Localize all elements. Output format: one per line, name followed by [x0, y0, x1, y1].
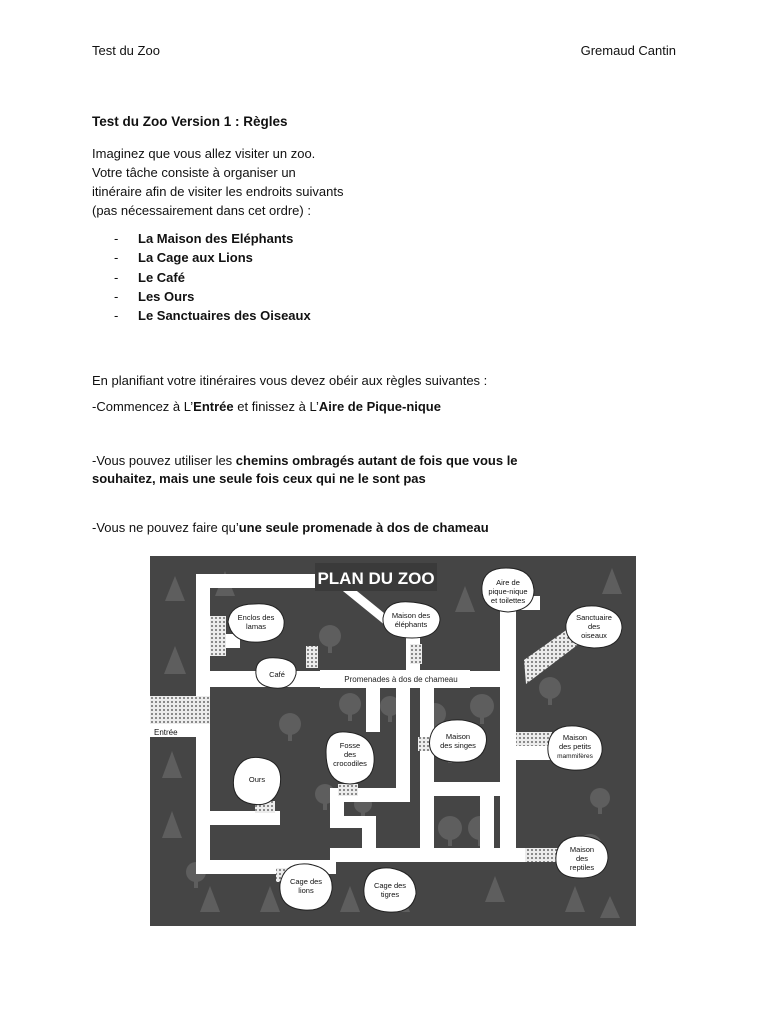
birds-label: des — [587, 622, 601, 631]
monkeys-label: des singes — [440, 741, 476, 750]
rule-3 — [92, 519, 489, 537]
places-list — [92, 229, 311, 325]
list-item: - Les Ours — [114, 288, 195, 304]
rule-emphasis: une seule promenade à dos de chameau — [238, 520, 489, 535]
intro-line: Imaginez que vous allez visiter un zoo. — [92, 146, 316, 161]
small-mammals-label: mammifères — [557, 753, 593, 760]
rule-emphasis: Aire de Pique-nique — [318, 399, 441, 414]
small-mammals-label: Maison — [562, 733, 588, 742]
list-item: - La Cage aux Lions — [114, 250, 253, 266]
intro-line: itinéraire afin de visiter les endroits suivants — [92, 184, 344, 199]
lions-label: Cage des — [289, 877, 323, 886]
rule-1 — [92, 398, 441, 416]
reptiles-label: reptiles — [569, 863, 595, 872]
page-title: Test du Zoo Version 1 : Règles — [92, 114, 288, 129]
header-left: Test du Zoo — [92, 43, 160, 58]
place-label: La Maison des Eléphants — [138, 231, 294, 246]
place-label: Le Café — [138, 269, 185, 285]
rule-text: -Commencez à L’ — [92, 399, 194, 414]
crocodiles-label: Fosse — [339, 741, 361, 750]
picnic-label: et toilettes — [490, 596, 526, 605]
intro-line: (pas nécessairement dans cet ordre) : — [92, 203, 311, 218]
rule-emphasis: Entrée — [193, 399, 234, 414]
birds-label: oiseaux — [581, 631, 607, 640]
picnic-label: Aire de — [496, 578, 520, 587]
rule-text: -Vous ne pouvez faire qu’ — [92, 520, 239, 535]
rule-text: et finissez à L’ — [233, 399, 319, 414]
rules-intro: En planifiant votre itinéraires vous devez obéir aux règles suivantes : — [92, 373, 488, 388]
crocodiles-label: des — [343, 750, 357, 759]
camel-route-label: Promenades à dos de chameau — [344, 675, 458, 684]
small-mammals-label: des petits — [558, 742, 592, 751]
list-item: - La Maison des Eléphants — [114, 231, 294, 246]
header-right: Gremaud Cantin — [580, 43, 676, 58]
bears-label: Ours — [248, 775, 266, 784]
picnic-label: pique-nique — [488, 587, 528, 596]
cafe-label: Café — [269, 670, 285, 679]
llamas-label: Enclos des — [237, 613, 275, 622]
elephants-label: éléphants — [394, 620, 428, 629]
crocodiles-label: crocodiles — [333, 759, 367, 768]
tigers-label: Cage des — [373, 881, 407, 890]
reptiles-label: des — [575, 854, 589, 863]
list-item: - Le Café — [114, 269, 185, 285]
list-item: - Le Sanctuaires des Oiseaux — [114, 308, 311, 324]
zoo-map — [150, 556, 636, 926]
birds-label: Sanctuaire — [576, 613, 612, 622]
intro-line: Votre tâche consiste à organiser un — [92, 165, 296, 180]
entrance-label: Entrée — [154, 728, 178, 737]
rule-emphasis: chemins ombragés autant de fois que vous le — [235, 453, 518, 468]
llamas-label: lamas — [245, 622, 267, 631]
lions-label: lions — [298, 886, 314, 895]
rule-2 — [92, 452, 518, 488]
rule-emphasis: souhaitez, mais une seule fois ceux qui ne le sont pas — [92, 471, 426, 486]
place-label: Les Ours — [138, 288, 195, 304]
place-label: Le Sanctuaires des Oiseaux — [138, 308, 311, 324]
place-label: La Cage aux Lions — [138, 250, 253, 266]
reptiles-label: Maison — [569, 845, 595, 854]
elephants-label: Maison des — [391, 611, 431, 620]
monkeys-label: Maison — [445, 732, 471, 741]
rule-text: -Vous pouvez utiliser les — [92, 453, 236, 468]
intro-paragraph — [92, 144, 343, 220]
map-title: PLAN DU ZOO — [317, 569, 435, 588]
tigers-label: tigres — [380, 890, 400, 899]
